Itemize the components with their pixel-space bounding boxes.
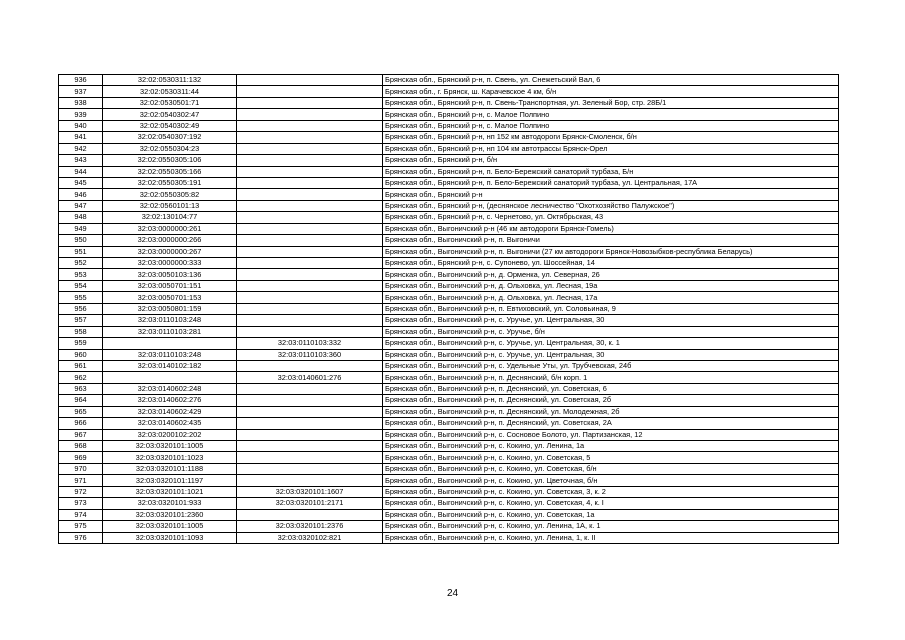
cadastral-number-cell: 32:02:0550305:166 — [103, 166, 237, 177]
row-number-cell: 970 — [59, 463, 103, 474]
cadastral-number-cell: 32:03:0050103:136 — [103, 269, 237, 280]
table-row — [59, 177, 839, 188]
row-number-cell: 959 — [59, 338, 103, 349]
row-number-cell: 966 — [59, 418, 103, 429]
cadastral-number-cell: 32:03:0320101:1023 — [103, 452, 237, 463]
table-row — [59, 212, 839, 223]
cadastral-number-new-cell — [237, 303, 383, 314]
row-number-cell: 965 — [59, 406, 103, 417]
table-row — [59, 315, 839, 326]
table-row — [59, 452, 839, 463]
row-number-cell: 956 — [59, 303, 103, 314]
address-cell: Брянская обл., Выгоничский р-н, с. Кокино, ул. Советская, 5 — [383, 452, 839, 463]
cadastral-number-cell: 32:03:0320101:1197 — [103, 475, 237, 486]
address-cell: Брянская обл., Выгоничский р-н, с. Кокино, ул. Советская, 3, к. 2 — [383, 486, 839, 497]
cadastral-number-cell: 32:02:130104:77 — [103, 212, 237, 223]
row-number-cell: 954 — [59, 280, 103, 291]
row-number-cell: 976 — [59, 532, 103, 543]
table-row — [59, 132, 839, 143]
cadastral-number-cell: 32:03:0140602:429 — [103, 406, 237, 417]
row-number-cell: 953 — [59, 269, 103, 280]
cadastral-number-cell: 32:02:0550305:191 — [103, 177, 237, 188]
cadastral-number-cell — [103, 338, 237, 349]
address-cell: Брянская обл., Выгоничский р-н, с. Уручье, ул. Центральная, 30 — [383, 315, 839, 326]
cadastral-number-new-cell — [237, 292, 383, 303]
row-number-cell: 968 — [59, 441, 103, 452]
cadastral-number-cell: 32:03:0320101:1021 — [103, 486, 237, 497]
table-row — [59, 349, 839, 360]
cadastral-number-new-cell — [237, 166, 383, 177]
cadastral-number-cell: 32:02:0540302:47 — [103, 109, 237, 120]
address-cell: Брянская обл., Брянский р-н, п. Свень, ул. Снежетьский Вал, 6 — [383, 75, 839, 86]
cadastral-number-new-cell — [237, 360, 383, 371]
row-number-cell: 937 — [59, 86, 103, 97]
address-cell: Брянская обл., Брянский р-н, с. Малое Полпино — [383, 120, 839, 131]
row-number-cell: 943 — [59, 155, 103, 166]
table-row — [59, 360, 839, 371]
row-number-cell: 961 — [59, 360, 103, 371]
cadastral-number-new-cell — [237, 177, 383, 188]
address-cell: Брянская обл., Выгоничский р-н, с. Уручье, ул. Центральная, 30, к. 1 — [383, 338, 839, 349]
row-number-cell: 942 — [59, 143, 103, 154]
table-row — [59, 143, 839, 154]
table-row — [59, 75, 839, 86]
table-row — [59, 86, 839, 97]
address-cell: Брянская обл., Выгоничский р-н (46 км автодороги Брянск-Гомель) — [383, 223, 839, 234]
cadastral-number-new-cell — [237, 189, 383, 200]
table-row — [59, 383, 839, 394]
row-number-cell: 972 — [59, 486, 103, 497]
cadastral-number-cell: 32:03:0140602:435 — [103, 418, 237, 429]
cadastral-number-new-cell — [237, 315, 383, 326]
table-row — [59, 223, 839, 234]
table-row — [59, 486, 839, 497]
row-number-cell: 958 — [59, 326, 103, 337]
table-row — [59, 280, 839, 291]
cadastral-number-new-cell: 32:03:0140601:276 — [237, 372, 383, 383]
cadastral-number-cell: 32:03:0110103:248 — [103, 315, 237, 326]
row-number-cell: 955 — [59, 292, 103, 303]
row-number-cell: 944 — [59, 166, 103, 177]
table-row — [59, 120, 839, 131]
cadastral-number-cell: 32:03:0050801:159 — [103, 303, 237, 314]
row-number-cell: 960 — [59, 349, 103, 360]
page-number: 24 — [446, 588, 459, 599]
row-number-cell: 952 — [59, 258, 103, 269]
address-cell: Брянская обл., Выгоничский р-н, п. Деснянский, ул. Советская, 2б — [383, 395, 839, 406]
row-number-cell: 950 — [59, 235, 103, 246]
address-cell: Брянская обл., Выгоничский р-н, п. Евтиховский, ул. Соловьиная, 9 — [383, 303, 839, 314]
table-row — [59, 155, 839, 166]
row-number-cell: 945 — [59, 177, 103, 188]
address-cell: Брянская обл., Выгоничский р-н, д. Ольховка, ул. Лесная, 17а — [383, 292, 839, 303]
row-number-cell: 940 — [59, 120, 103, 131]
cadastral-number-cell: 32:03:0050701:153 — [103, 292, 237, 303]
cadastral-number-cell — [103, 372, 237, 383]
cadastral-number-cell: 32:03:0320101:1005 — [103, 441, 237, 452]
table-row — [59, 189, 839, 200]
cadastral-number-cell: 32:02:0540307:192 — [103, 132, 237, 143]
address-cell: Брянская обл., Выгоничский р-н, п. Деснянский, ул. Советская, 6 — [383, 383, 839, 394]
table-row — [59, 532, 839, 543]
address-cell: Брянская обл., Брянский р-н, (деснянское лесничество "Охотхозяйство Палужское") — [383, 200, 839, 211]
table-row — [59, 338, 839, 349]
address-cell: Брянская обл., Брянский р-н — [383, 189, 839, 200]
cadastral-number-cell: 32:03:0110103:248 — [103, 349, 237, 360]
table-body — [59, 75, 839, 544]
row-number-cell: 962 — [59, 372, 103, 383]
cadastral-number-cell: 32:02:0550305:106 — [103, 155, 237, 166]
address-cell: Брянская обл., Выгоничский р-н, д. Ольховка, ул. Лесная, 19а — [383, 280, 839, 291]
table-row — [59, 441, 839, 452]
cadastral-number-new-cell — [237, 200, 383, 211]
table-row — [59, 498, 839, 509]
cadastral-number-cell: 32:03:0320101:1005 — [103, 521, 237, 532]
cadastral-number-cell: 32:03:0320101:933 — [103, 498, 237, 509]
address-cell: Брянская обл., Выгоничский р-н, п. Деснянский, ул. Советская, 2А — [383, 418, 839, 429]
cadastral-number-cell: 32:03:0140602:248 — [103, 383, 237, 394]
address-cell: Брянская обл., Брянский р-н, нп 104 км автотрассы Брянск-Орел — [383, 143, 839, 154]
address-cell: Брянская обл., Выгоничский р-н, п. Деснянский, б/н корп. 1 — [383, 372, 839, 383]
cadastral-number-cell: 32:03:0110103:281 — [103, 326, 237, 337]
address-cell: Брянская обл., Выгоничский р-н, с. Кокино, ул. Ленина, 1, к. II — [383, 532, 839, 543]
cadastral-number-new-cell — [237, 509, 383, 520]
cadastral-number-new-cell — [237, 383, 383, 394]
cadastral-number-new-cell — [237, 429, 383, 440]
table-row — [59, 406, 839, 417]
cadastral-table — [58, 74, 839, 544]
address-cell: Брянская обл., Выгоничский р-н, с. Уручье, б/н — [383, 326, 839, 337]
address-cell: Брянская обл., Брянский р-н, с. Малое Полпино — [383, 109, 839, 120]
cadastral-number-new-cell — [237, 97, 383, 108]
table-row — [59, 395, 839, 406]
cadastral-number-new-cell — [237, 143, 383, 154]
table-row — [59, 372, 839, 383]
cadastral-number-new-cell — [237, 463, 383, 474]
cadastral-number-cell: 32:02:0530311:44 — [103, 86, 237, 97]
address-cell: Брянская обл., Брянский р-н, п. Свень-Транспортная, ул. Зеленый Бор, стр. 28Б/1 — [383, 97, 839, 108]
cadastral-number-new-cell — [237, 120, 383, 131]
cadastral-number-new-cell: 32:03:0110103:332 — [237, 338, 383, 349]
cadastral-number-new-cell — [237, 75, 383, 86]
row-number-cell: 957 — [59, 315, 103, 326]
cadastral-number-new-cell — [237, 395, 383, 406]
table-row — [59, 109, 839, 120]
address-cell: Брянская обл., Брянский р-н, с. Супонево, ул. Шоссейная, 14 — [383, 258, 839, 269]
row-number-cell: 971 — [59, 475, 103, 486]
cadastral-number-cell: 32:03:0320101:1093 — [103, 532, 237, 543]
row-number-cell: 941 — [59, 132, 103, 143]
address-cell: Брянская обл., Выгоничский р-н, п. Выгоничи (27 км автодороги Брянск-Новозыбков-республика Беларусь) — [383, 246, 839, 257]
cadastral-number-cell: 32:03:0140102:182 — [103, 360, 237, 371]
table-row — [59, 521, 839, 532]
row-number-cell: 938 — [59, 97, 103, 108]
row-number-cell: 936 — [59, 75, 103, 86]
address-cell: Брянская обл., Выгоничский р-н, с. Кокино, ул. Советская, б/н — [383, 463, 839, 474]
table-row — [59, 269, 839, 280]
address-cell: Брянская обл., Выгоничский р-н, п. Выгоничи — [383, 235, 839, 246]
cadastral-number-cell: 32:03:0000000:267 — [103, 246, 237, 257]
table-row — [59, 463, 839, 474]
address-cell: Брянская обл., г. Брянск, ш. Карачевское 4 км, б/н — [383, 86, 839, 97]
cadastral-number-new-cell — [237, 452, 383, 463]
table-row — [59, 97, 839, 108]
cadastral-number-cell: 32:02:0550305:82 — [103, 189, 237, 200]
address-cell: Брянская обл., Выгоничский р-н, с. Сосновое Болото, ул. Партизанская, 12 — [383, 429, 839, 440]
table-row — [59, 326, 839, 337]
table-row — [59, 292, 839, 303]
address-cell: Брянская обл., Выгоничский р-н, с. Удельные Уты, ул. Трубчевская, 24б — [383, 360, 839, 371]
cadastral-number-cell: 32:03:0000000:333 — [103, 258, 237, 269]
cadastral-number-cell: 32:03:0200102:202 — [103, 429, 237, 440]
cadastral-number-cell: 32:02:0540302:49 — [103, 120, 237, 131]
cadastral-number-new-cell — [237, 155, 383, 166]
cadastral-number-new-cell — [237, 246, 383, 257]
cadastral-number-new-cell: 32:03:0320101:1607 — [237, 486, 383, 497]
cadastral-number-cell: 32:03:0050701:151 — [103, 280, 237, 291]
cadastral-number-cell: 32:03:0140602:276 — [103, 395, 237, 406]
table-row — [59, 418, 839, 429]
cadastral-number-new-cell — [237, 132, 383, 143]
table-row — [59, 509, 839, 520]
cadastral-number-cell: 32:02:0550304:23 — [103, 143, 237, 154]
cadastral-number-cell: 32:02:0530501:71 — [103, 97, 237, 108]
address-cell: Брянская обл., Брянский р-н, п. Бело-Бережский санаторий турбаза, ул. Центральная, 17А — [383, 177, 839, 188]
table-row — [59, 235, 839, 246]
row-number-cell: 939 — [59, 109, 103, 120]
table-row — [59, 258, 839, 269]
address-cell: Брянская обл., Выгоничский р-н, с. Кокино, ул. Советская, 1а — [383, 509, 839, 520]
row-number-cell: 946 — [59, 189, 103, 200]
cadastral-number-new-cell: 32:03:0320101:2171 — [237, 498, 383, 509]
row-number-cell: 974 — [59, 509, 103, 520]
cadastral-number-new-cell: 32:03:0110103:360 — [237, 349, 383, 360]
address-cell: Брянская обл., Брянский р-н, нп 152 км автодороги Брянск-Смоленск, б/н — [383, 132, 839, 143]
address-cell: Брянская обл., Брянский р-н, б/н — [383, 155, 839, 166]
table-row — [59, 429, 839, 440]
table-row — [59, 166, 839, 177]
address-cell: Брянская обл., Выгоничский р-н, п. Деснянский, ул. Молодежная, 2б — [383, 406, 839, 417]
cadastral-number-new-cell — [237, 258, 383, 269]
address-cell: Брянская обл., Выгоничский р-н, с. Кокино, ул. Ленина, 1А, к. 1 — [383, 521, 839, 532]
table-row — [59, 475, 839, 486]
row-number-cell: 973 — [59, 498, 103, 509]
address-cell: Брянская обл., Выгоничский р-н, с. Кокино, ул. Цветочная, б/н — [383, 475, 839, 486]
row-number-cell: 969 — [59, 452, 103, 463]
row-number-cell: 967 — [59, 429, 103, 440]
cadastral-number-new-cell — [237, 418, 383, 429]
row-number-cell: 947 — [59, 200, 103, 211]
cadastral-number-new-cell — [237, 109, 383, 120]
cadastral-number-new-cell — [237, 406, 383, 417]
address-cell: Брянская обл., Выгоничский р-н, с. Кокино, ул. Ленина, 1а — [383, 441, 839, 452]
cadastral-number-new-cell — [237, 326, 383, 337]
address-cell: Брянская обл., Выгоничский р-н, с. Уручье, ул. Центральная, 30 — [383, 349, 839, 360]
cadastral-number-new-cell — [237, 235, 383, 246]
row-number-cell: 964 — [59, 395, 103, 406]
cadastral-number-cell: 32:03:0320101:1188 — [103, 463, 237, 474]
cadastral-number-cell: 32:03:0000000:261 — [103, 223, 237, 234]
address-cell: Брянская обл., Брянский р-н, с. Чернетово, ул. Октябрьская, 43 — [383, 212, 839, 223]
row-number-cell: 949 — [59, 223, 103, 234]
address-cell: Брянская обл., Выгоничский р-н, д. Орменка, ул. Северная, 26 — [383, 269, 839, 280]
cadastral-number-new-cell — [237, 212, 383, 223]
row-number-cell: 963 — [59, 383, 103, 394]
row-number-cell: 948 — [59, 212, 103, 223]
row-number-cell: 975 — [59, 521, 103, 532]
cadastral-number-new-cell: 32:03:0320102:821 — [237, 532, 383, 543]
cadastral-number-cell: 32:03:0320101:2360 — [103, 509, 237, 520]
table-row — [59, 303, 839, 314]
address-cell: Брянская обл., Выгоничский р-н, с. Кокино, ул. Советская, 4, к. I — [383, 498, 839, 509]
cadastral-number-cell: 32:02:0560101:13 — [103, 200, 237, 211]
table-row — [59, 200, 839, 211]
cadastral-number-new-cell: 32:03:0320101:2376 — [237, 521, 383, 532]
address-cell: Брянская обл., Брянский р-н, п. Бело-Бережский санаторий турбаза, Б/н — [383, 166, 839, 177]
cadastral-number-new-cell — [237, 280, 383, 291]
cadastral-number-cell: 32:02:0530311:132 — [103, 75, 237, 86]
cadastral-number-cell: 32:03:0000000:266 — [103, 235, 237, 246]
cadastral-number-new-cell — [237, 86, 383, 97]
row-number-cell: 951 — [59, 246, 103, 257]
cadastral-number-new-cell — [237, 269, 383, 280]
cadastral-number-new-cell — [237, 223, 383, 234]
table-row — [59, 246, 839, 257]
cadastral-number-new-cell — [237, 475, 383, 486]
cadastral-number-new-cell — [237, 441, 383, 452]
